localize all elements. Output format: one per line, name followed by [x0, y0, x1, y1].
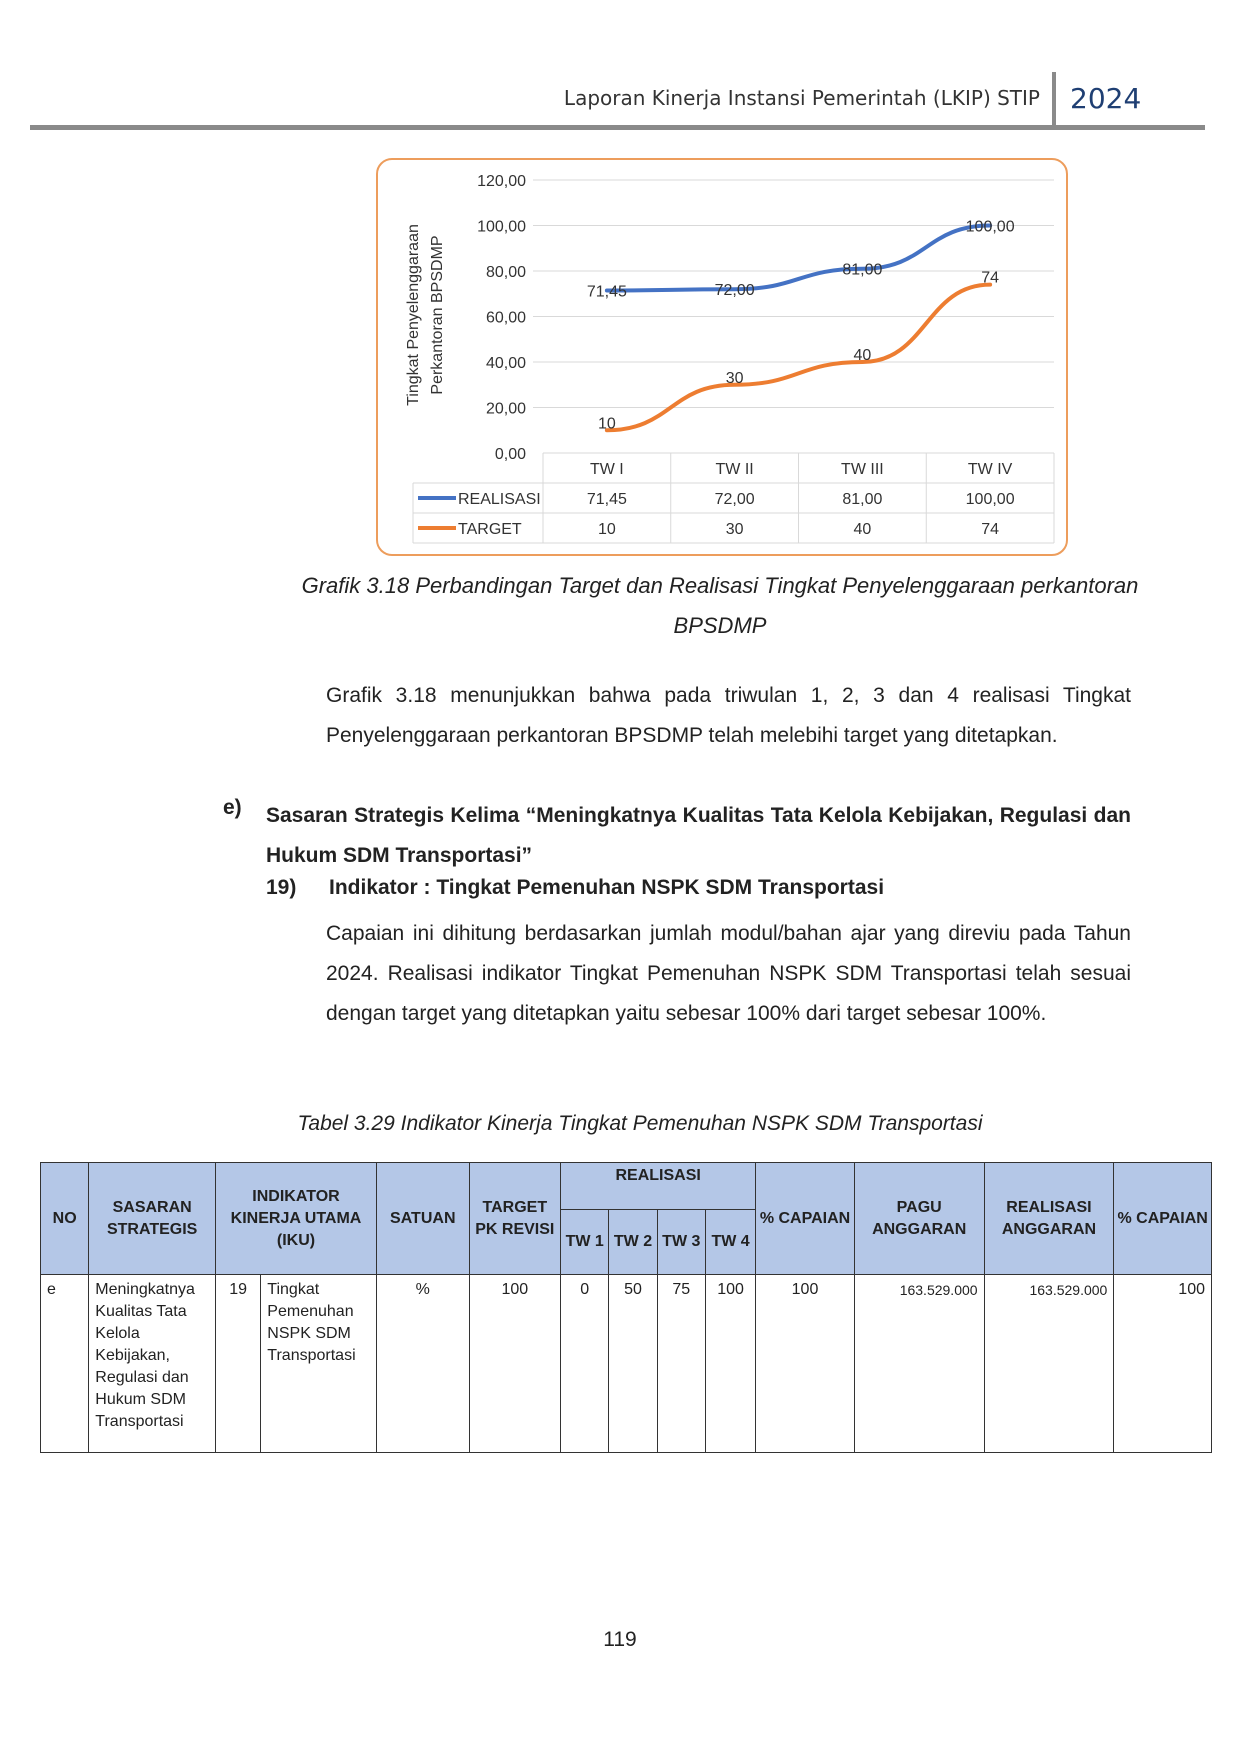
th-pagu: PAGU ANGGARAN [854, 1163, 984, 1275]
line-chart [378, 160, 1070, 558]
header-rule [30, 125, 1205, 130]
th-realisasi-anggaran: REALISASI ANGGARAN [984, 1163, 1114, 1275]
th-iku: INDIKATOR KINERJA UTAMA (IKU) [216, 1163, 377, 1275]
table-value: 81,00 [842, 491, 883, 508]
data-label: 81,00 [842, 261, 883, 279]
y-axis-label: Tingkat Penyelenggaraan [405, 224, 422, 406]
y-tick-label: 80,00 [485, 264, 526, 281]
page-number: 119 [603, 1628, 637, 1651]
th-capaian-anggaran: % CAPAIAN [1114, 1163, 1212, 1275]
data-label: 71,45 [586, 283, 627, 301]
x-tick-label: TW II [715, 461, 754, 478]
section-letter: e) [223, 796, 242, 819]
y-tick-label: 0,00 [494, 446, 526, 463]
cell-sasaran: Meningkatnya Kualitas Tata Kelola Kebijakan, Regulasi dan Hukum SDM Transportasi [89, 1275, 216, 1453]
indicator-number: 19) [266, 876, 297, 899]
x-tick-label: TW III [841, 461, 884, 478]
cell-satuan: % [376, 1275, 469, 1453]
cell-pagu: 163.529.000 [854, 1275, 984, 1453]
y-tick-label: 40,00 [485, 355, 526, 372]
legend-label: REALISASI [458, 491, 541, 508]
cell-tw1: 0 [561, 1275, 609, 1453]
report-title: Laporan Kinerja Instansi Pemerintah (LKIP) STIP [563, 86, 1040, 110]
header-divider [1052, 72, 1056, 128]
th-realisasi: REALISASI [561, 1163, 756, 1210]
th-no: NO [41, 1163, 89, 1275]
section-title: Sasaran Strategis Kelima “Meningkatnya Kualitas Tata Kelola Kebijakan, Regulasi dan Hukum SDM Transportasi” [266, 804, 1131, 867]
th-target: TARGET PK REVISI [469, 1163, 561, 1275]
data-label: 100,00 [965, 218, 1015, 236]
cell-iku-no: 19 [216, 1275, 261, 1453]
table-value: 72,00 [714, 491, 755, 508]
th-tw4: TW 4 [705, 1210, 755, 1275]
data-label: 74 [981, 269, 1000, 287]
y-tick-label: 20,00 [485, 400, 526, 418]
cell-target: 100 [469, 1275, 561, 1453]
table-caption: Tabel 3.29 Indikator Kinerja Tingkat Pemenuhan NSPK SDM Transportasi [297, 1112, 983, 1135]
table-row [41, 1275, 1212, 1453]
table-value: 100,00 [965, 491, 1015, 508]
paragraph-chart-summary: Grafik 3.18 menunjukkan bahwa pada triwulan 1, 2, 3 dan 4 realisasi Tingkat Penyelenggaraan perkantoran BPSDMP telah melebihi target yang ditetapkan. [326, 684, 1131, 747]
y-tick-label: 100,00 [477, 218, 526, 236]
th-capaian: % CAPAIAN [756, 1163, 855, 1275]
cell-tw2: 50 [609, 1275, 657, 1453]
y-tick-label: 120,00 [477, 173, 526, 190]
table-value: 10 [597, 521, 616, 538]
series-line-target [607, 285, 990, 431]
y-axis-label: Perkantoran BPSDMP [429, 235, 446, 395]
table-value: 71,45 [586, 491, 627, 508]
cell-iku: Tingkat Pemenuhan NSPK SDM Transportasi [261, 1275, 377, 1453]
th-satuan: SATUAN [376, 1163, 469, 1275]
data-label: 30 [725, 369, 744, 387]
cell-tw4: 100 [705, 1275, 755, 1453]
report-year: 2024 [1070, 82, 1142, 115]
th-tw1: TW 1 [561, 1210, 609, 1275]
chart-frame [376, 158, 1068, 556]
y-tick-label: 60,00 [485, 309, 526, 327]
cell-capaian-anggaran: 100 [1114, 1275, 1212, 1453]
cell-no: e [41, 1275, 89, 1453]
x-tick-label: TW I [589, 461, 624, 478]
table-header-row [41, 1163, 1212, 1210]
table-value: 40 [853, 521, 872, 538]
performance-table [40, 1162, 1212, 1453]
figure-caption: Grafik 3.18 Perbandingan Target dan Realisasi Tingkat Penyelenggaraan perkantoran BPSDMP [301, 573, 1139, 638]
legend-label: TARGET [458, 521, 522, 538]
data-label: 72,00 [714, 282, 755, 300]
data-label: 10 [597, 415, 616, 433]
indicator-title: Indikator : Tingkat Pemenuhan NSPK SDM Transportasi [329, 876, 885, 899]
table-value: 30 [725, 521, 744, 538]
th-sasaran: SASARAN STRATEGIS [89, 1163, 216, 1275]
table-value: 74 [981, 521, 1000, 538]
cell-realisasi-anggaran: 163.529.000 [984, 1275, 1114, 1453]
cell-tw3: 75 [657, 1275, 705, 1453]
data-label: 40 [853, 347, 872, 364]
series-line-realisasi [607, 226, 990, 291]
th-tw3: TW 3 [657, 1210, 705, 1275]
x-tick-label: TW IV [967, 461, 1013, 478]
th-tw2: TW 2 [609, 1210, 657, 1275]
cell-capaian: 100 [756, 1275, 855, 1453]
paragraph-indicator-description: Capaian ini dihitung berdasarkan jumlah modul/bahan ajar yang direviu pada Tahun 2024. Realisasi indikator Tingkat Pemenuhan NSPK SDM Transportasi telah sesuai dengan target yang ditetapkan yaitu sebesar 100% dari target sebesar 100%. [326, 922, 1131, 1025]
